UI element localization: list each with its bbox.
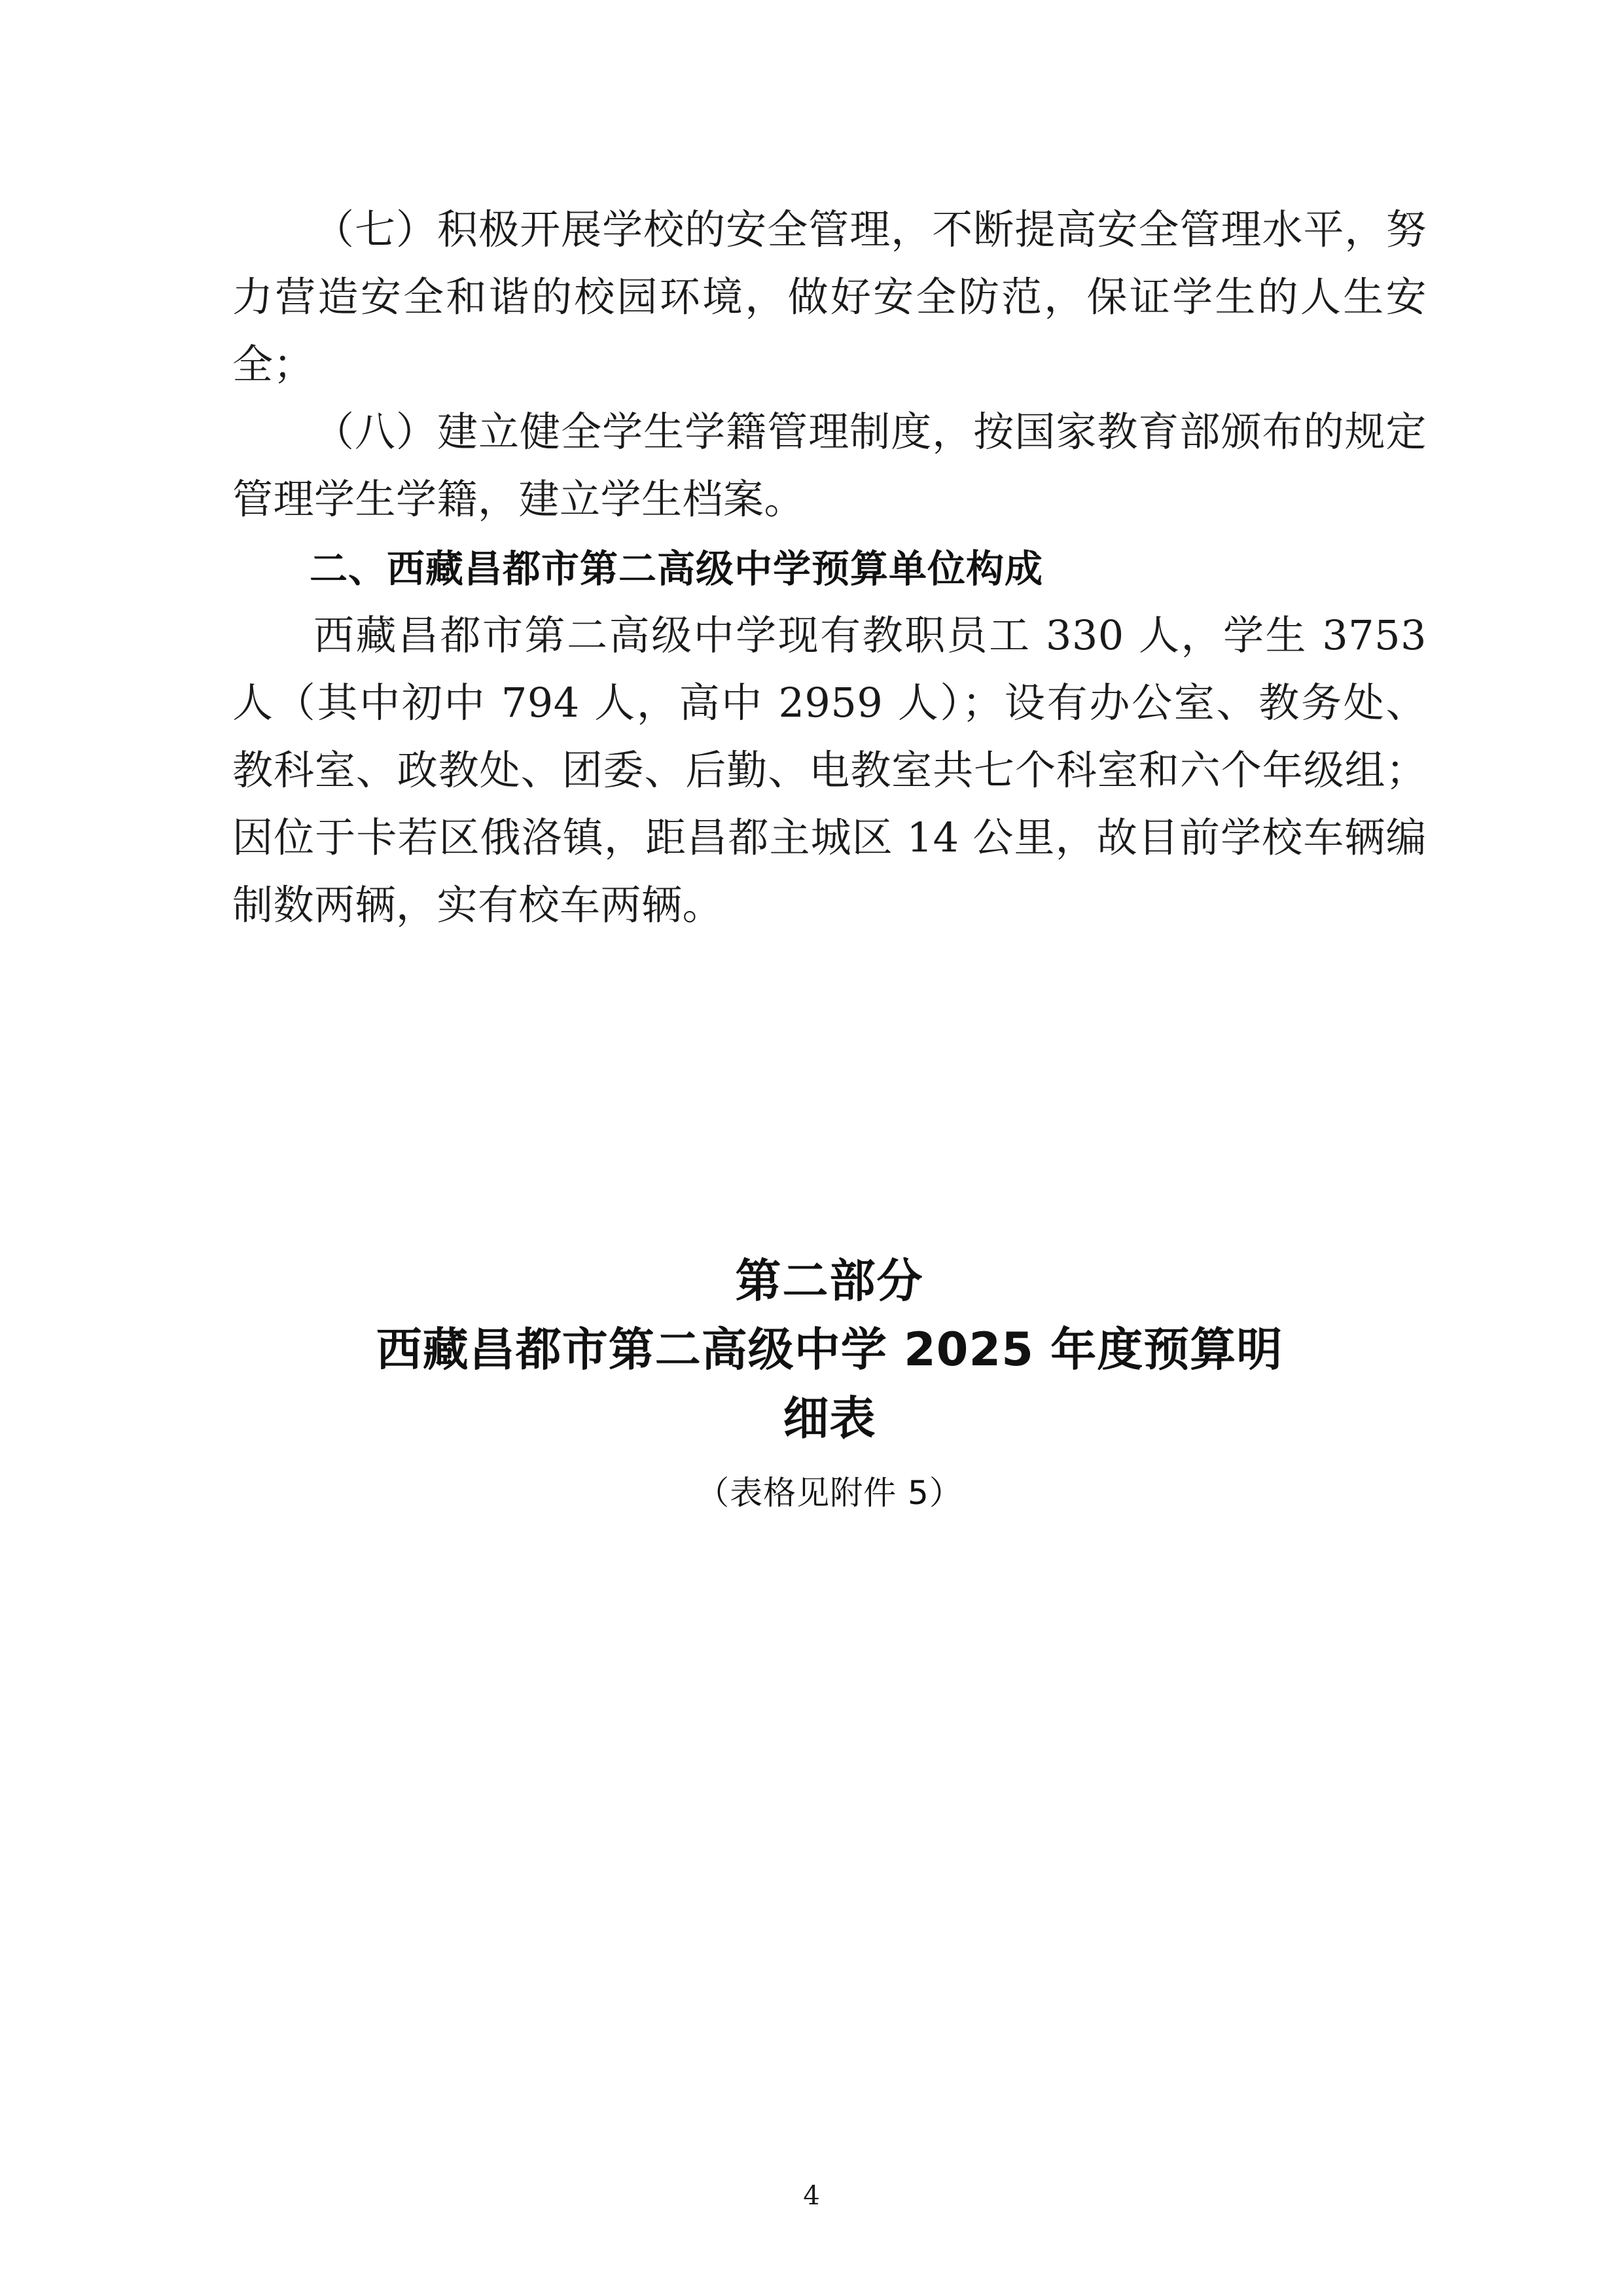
section-heading-budget-unit-composition: 二、西藏昌都市第二高级中学预算单位构成 — [310, 546, 1044, 591]
page-number: 4 — [803, 2181, 820, 2211]
vertical-spacer — [232, 939, 1427, 1247]
part-title-line-1: 第二部分 — [735, 1253, 924, 1308]
part-title-block — [232, 1247, 1427, 1522]
paragraph-budget-unit-composition: 西藏昌都市第二高级中学现有教职员工 330 人，学生 3753 人（其中初中 794 人，高中 2959 人）；设有办公室、教务处、教科室、政教处、团委、后勤、电教室共七个科室和六个年级组；因位于卡若区俄洛镇，距昌都主城区 14 公里，故目前学校车辆编制数两辆，实有校车两辆。 — [232, 611, 1427, 929]
paragraph-item-7: （七）积极开展学校的安全管理，不断提高安全管理水平，努力营造安全和谐的校园环境，做好安全防范，保证学生的人生安全； — [232, 206, 1427, 388]
part-title-line-2: 西藏昌都市第二高级中学 2025 年度预算明 — [376, 1322, 1283, 1376]
part-title-note: （表格见附件 5） — [696, 1473, 963, 1512]
paragraph-item-8: （八）建立健全学生学籍管理制度，按国家教育部颁布的规定管理学生学籍，建立学生档案。 — [232, 407, 1427, 523]
part-title-line-3: 细表 — [783, 1391, 876, 1445]
